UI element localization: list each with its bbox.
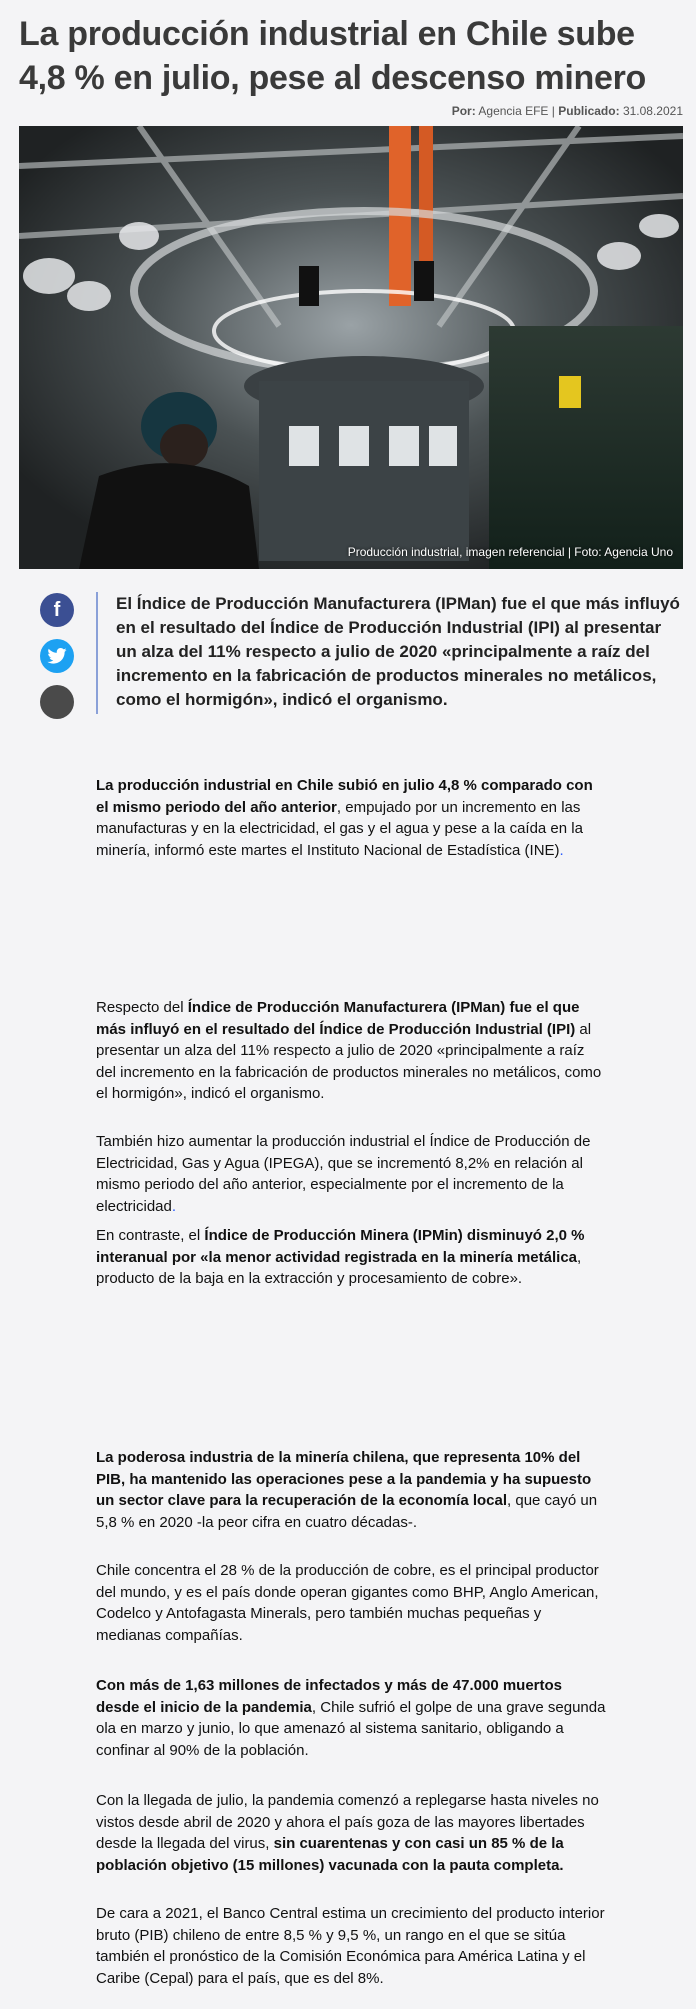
byline-author: Agencia EFE <box>478 104 549 118</box>
paragraph-9-text: De cara a 2021, el Banco Central estima un crecimiento del producto interior bruto (PIB) chileno de entre 8,5 % y 9,5 %, un rango en el que se sitúa también el pronóstico de la Comisión Económica para América Latina y el Caribe (Cepal) para el país, que es del 8%. <box>96 1905 605 1987</box>
hero-photo-illustration <box>19 126 683 569</box>
byline-date: 31.08.2021 <box>622 104 683 118</box>
paragraph-1-bold: La producción industrial en Chile subió en julio 4,8 % comparado con el mismo periodo del año anterior <box>96 777 593 816</box>
paragraph-7-text: , Chile sufrió el golpe de una grave segunda ola en marzo y junio, lo que amenazó al sistema sanitario, obligando a confinar al 90% de la población. <box>96 1698 606 1759</box>
paragraph-6 <box>96 1560 606 1646</box>
facebook-share-button[interactable] <box>40 593 74 627</box>
paragraph-2 <box>96 997 606 1105</box>
facebook-icon: f <box>53 598 61 621</box>
image-caption: Producción industrial, imagen referencial | Foto: Agencia Uno <box>347 545 673 559</box>
paragraph-8-bold: sin cuarentenas y con casi un 85 % de la población objetivo (15 millones) vacunada con la pauta completa. <box>96 1835 564 1874</box>
article-lead: El Índice de Producción Manufacturera (IPMan) fue el que más influyó en el resultado del Índice de Producción Industrial (IPI) al presentar un alza del 11% respecto a julio de 2020 «principalmente a raíz del incremento en la fabricación de productos minerales no metálicos, como el hormigón», indicó el organismo. <box>116 594 680 709</box>
paragraph-7-bold: Con más de 1,63 millones de infectados y más de 47.000 muertos desde el inicio de la pandemia <box>96 1677 563 1716</box>
twitter-share-button[interactable] <box>40 639 74 673</box>
paragraph-8 <box>96 1790 606 1876</box>
paragraph-3-text: También hizo aumentar la producción industrial el Índice de Producción de Electricidad, Gas y Agua (IPEGA), que se incrementó 8,2% en relación al mismo periodo del año anterior, especialmente por el incremento de la electricidad <box>96 1133 591 1215</box>
paragraph-2-pre: Respecto del <box>96 999 188 1016</box>
hero-image <box>19 126 683 569</box>
generic-share-button[interactable] <box>40 685 74 719</box>
byline-author-label: Por: <box>451 104 476 118</box>
twitter-bird-icon <box>47 648 67 664</box>
paragraph-6-text: Chile concentra el 28 % de la producción de cobre, es el principal productor del mundo, y es el país donde operan gigantes como BHP, Anglo American, Codelco y Antofagasta Minerals, pero también muchas pequeñas y medianas compañías. <box>96 1562 599 1644</box>
paragraph-4-text: , producto de la baja en la extracción y procesamiento de cobre». <box>96 1248 582 1287</box>
paragraph-3 <box>96 1131 606 1217</box>
share-bar <box>40 593 74 731</box>
paragraph-4 <box>96 1225 606 1290</box>
paragraph-1-text: , empujado por un incremento en las manufacturas y en la electricidad, el gas y el agua y pese a la caída en la minería, informó este martes el Instituto Nacional de Estadística (INE) <box>96 798 583 859</box>
paragraph-1 <box>96 775 606 861</box>
paragraph-2-text: al presentar un alza del 11% respecto a julio de 2020 «principalmente a raíz del incremento en la fabricación de productos minerales no metálicos, como el hormigón», indicó el organismo. <box>96 1020 602 1102</box>
paragraph-8-pre: Con la llegada de julio, la pandemia comenzó a replegarse hasta niveles no vistos desde abril de 2020 y ahora el país goza de las mayores libertades desde la llegada del virus, <box>96 1792 599 1852</box>
article-title: La producción industrial en Chile sube 4,8 % en julio, pese al descenso minero <box>19 15 646 97</box>
paragraph-7 <box>96 1675 606 1761</box>
byline-separator: | <box>551 104 555 118</box>
lead-divider <box>96 592 98 714</box>
paragraph-2-bold: Índice de Producción Manufacturera (IPMan) fue el que más influyó en el resultado del Índice de Producción Industrial (IPI) <box>96 999 580 1038</box>
byline <box>452 104 683 118</box>
paragraph-3-dot: . <box>171 1197 177 1215</box>
paragraph-4-pre: En contraste, el <box>96 1227 205 1244</box>
paragraph-5-bold: La poderosa industria de la minería chilena, que representa 10% del PIB, ha mantenido las operaciones pese a la pandemia y ha supuesto un sector clave para la recuperación de la economía local <box>96 1449 592 1509</box>
paragraph-5 <box>96 1447 606 1533</box>
paragraph-4-bold: Índice de Producción Minera (IPMin) disminuyó 2,0 % interanual por «la menor actividad registrada en la minería metálica <box>96 1227 585 1266</box>
paragraph-1-dot: . <box>559 841 564 859</box>
paragraph-9 <box>96 1903 606 1989</box>
byline-published-label: Publicado: <box>558 104 620 118</box>
paragraph-5-text: , que cayó un 5,8 % en 2020 -la peor cifra en cuatro décadas-. <box>96 1492 598 1531</box>
